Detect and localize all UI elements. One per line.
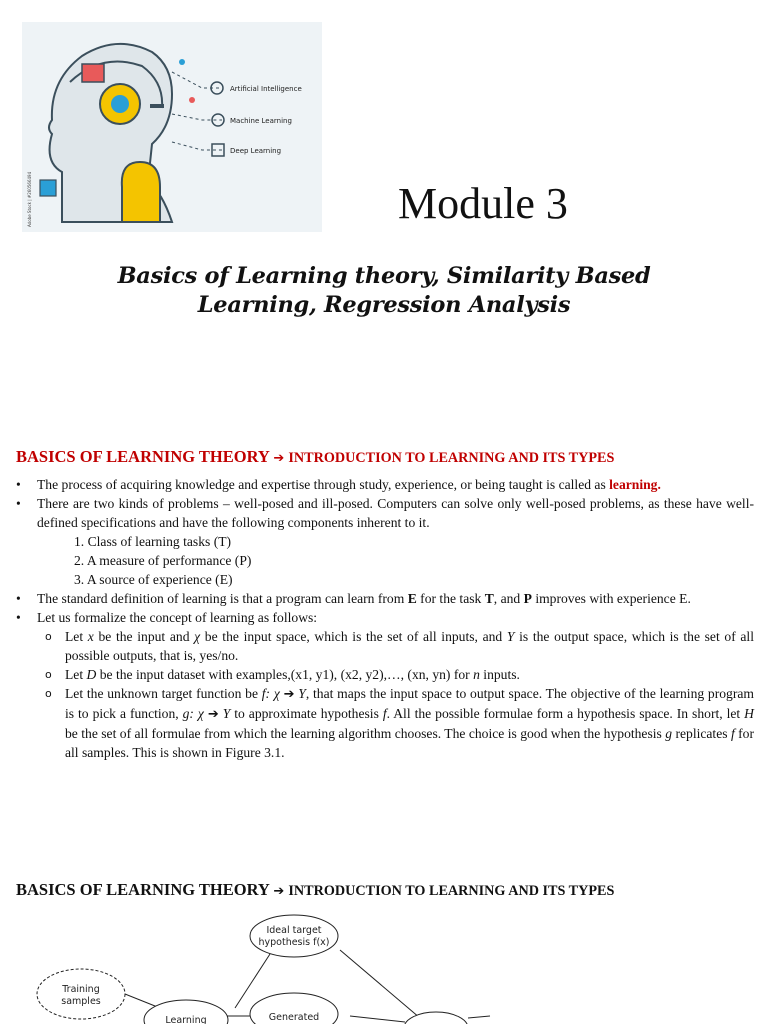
generated-label: Generated (268, 1012, 320, 1023)
sub-list-item: o Let x be the input and χ be the input space, which is the set of all inputs, and Y is the output space, which is the set of all possible outputs, that is, yes/no. (45, 629, 754, 663)
sub-list-item: o Let the unknown target function be f: χ ➔ Y, that maps the input space to output space. The objective of the learning program is to pick a function, g: χ ➔ Y to approximate hypothesis f. All the possible formulae form a hypothesis space. In short, let H be the set of all formulae from which the learning algorithm chooses. The choice is good when the hypothesis g replicates f for all samples. This is shown in Figure 3.1. (45, 686, 754, 760)
circle-bullet-icon: o (45, 687, 52, 700)
arrow-right-icon: ➔ (273, 884, 285, 899)
bullet-icon: • (16, 496, 21, 511)
slide-heading (16, 880, 614, 900)
sub-list-item: o Let D be the input dataset with examples,(x1, y1), (x2, y2),…, (xn, yn) for n inputs. (45, 667, 520, 682)
heading-sub: INTRODUCTION TO LEARNING AND ITS TYPES (288, 883, 615, 899)
learning-theory-slide (0, 420, 768, 830)
list-item: • The standard definition of learning is that a program can learn from E for the task T, and P improves with experience E. (16, 591, 691, 606)
circuit-chip-icon (82, 64, 104, 82)
arrow-right-icon: ➔ (207, 707, 219, 722)
bullet-icon: • (16, 610, 21, 625)
numbered-item: 1. Class of learning tasks (T) (74, 534, 232, 549)
numbered-item: 3. A source of experience (E) (74, 572, 233, 587)
learning-diagram (0, 902, 768, 1024)
ideal-target-line1: Ideal target (266, 925, 322, 936)
label-ml: Machine Learning (230, 117, 292, 125)
training-line2: samples (61, 996, 101, 1007)
figure-slide (0, 862, 768, 1024)
training-line1: Training (62, 984, 100, 995)
title-slide (0, 0, 768, 360)
ideal-target-line2: hypothesis f(x) (258, 937, 330, 948)
arrow-right-icon: ➔ (283, 687, 295, 702)
chip-icon (40, 180, 56, 196)
ai-illustration (22, 22, 322, 232)
list-item: • Let us formalize the concept of learning as follows: (16, 610, 318, 625)
heading-sub: INTRODUCTION TO LEARNING AND ITS TYPES (288, 450, 615, 466)
module-subtitle: Basics of Learning theory, Similarity Based Learning, Regression Analysis (117, 263, 651, 318)
learning-label: Learning (165, 1015, 207, 1024)
heading-main: BASICS OF LEARNING THEORY (16, 880, 270, 899)
bullet-icon: • (16, 591, 21, 606)
ideal-target-node (250, 915, 338, 957)
list-item: • There are two kinds of problems – well-posed and ill-posed. Computers can solve only well-posed problems, as these have well-defined specifications and have the following components inherent to it. (16, 496, 754, 530)
bullet-list (16, 475, 754, 762)
label-dl: Deep Learning (230, 147, 282, 155)
module-title: Module 3 (398, 179, 568, 228)
slide-heading (16, 447, 614, 467)
highlighted-term: learning (609, 477, 658, 492)
bullet-icon: • (16, 477, 21, 492)
heading-main: BASICS OF LEARNING THEORY (16, 447, 270, 466)
label-ai: Artificial Intelligence (230, 85, 302, 93)
arrow-right-icon: ➔ (273, 451, 285, 466)
circle-bullet-icon: o (45, 630, 52, 643)
output-node (404, 1012, 468, 1024)
list-item: • The process of acquiring knowledge and expertise through study, experience, or being taught is called as learning. (16, 477, 661, 492)
circle-bullet-icon: o (45, 668, 52, 681)
numbered-item: 2. A measure of performance (P) (74, 553, 252, 568)
watermark: Adobe Stock | #260566494 (27, 171, 32, 227)
